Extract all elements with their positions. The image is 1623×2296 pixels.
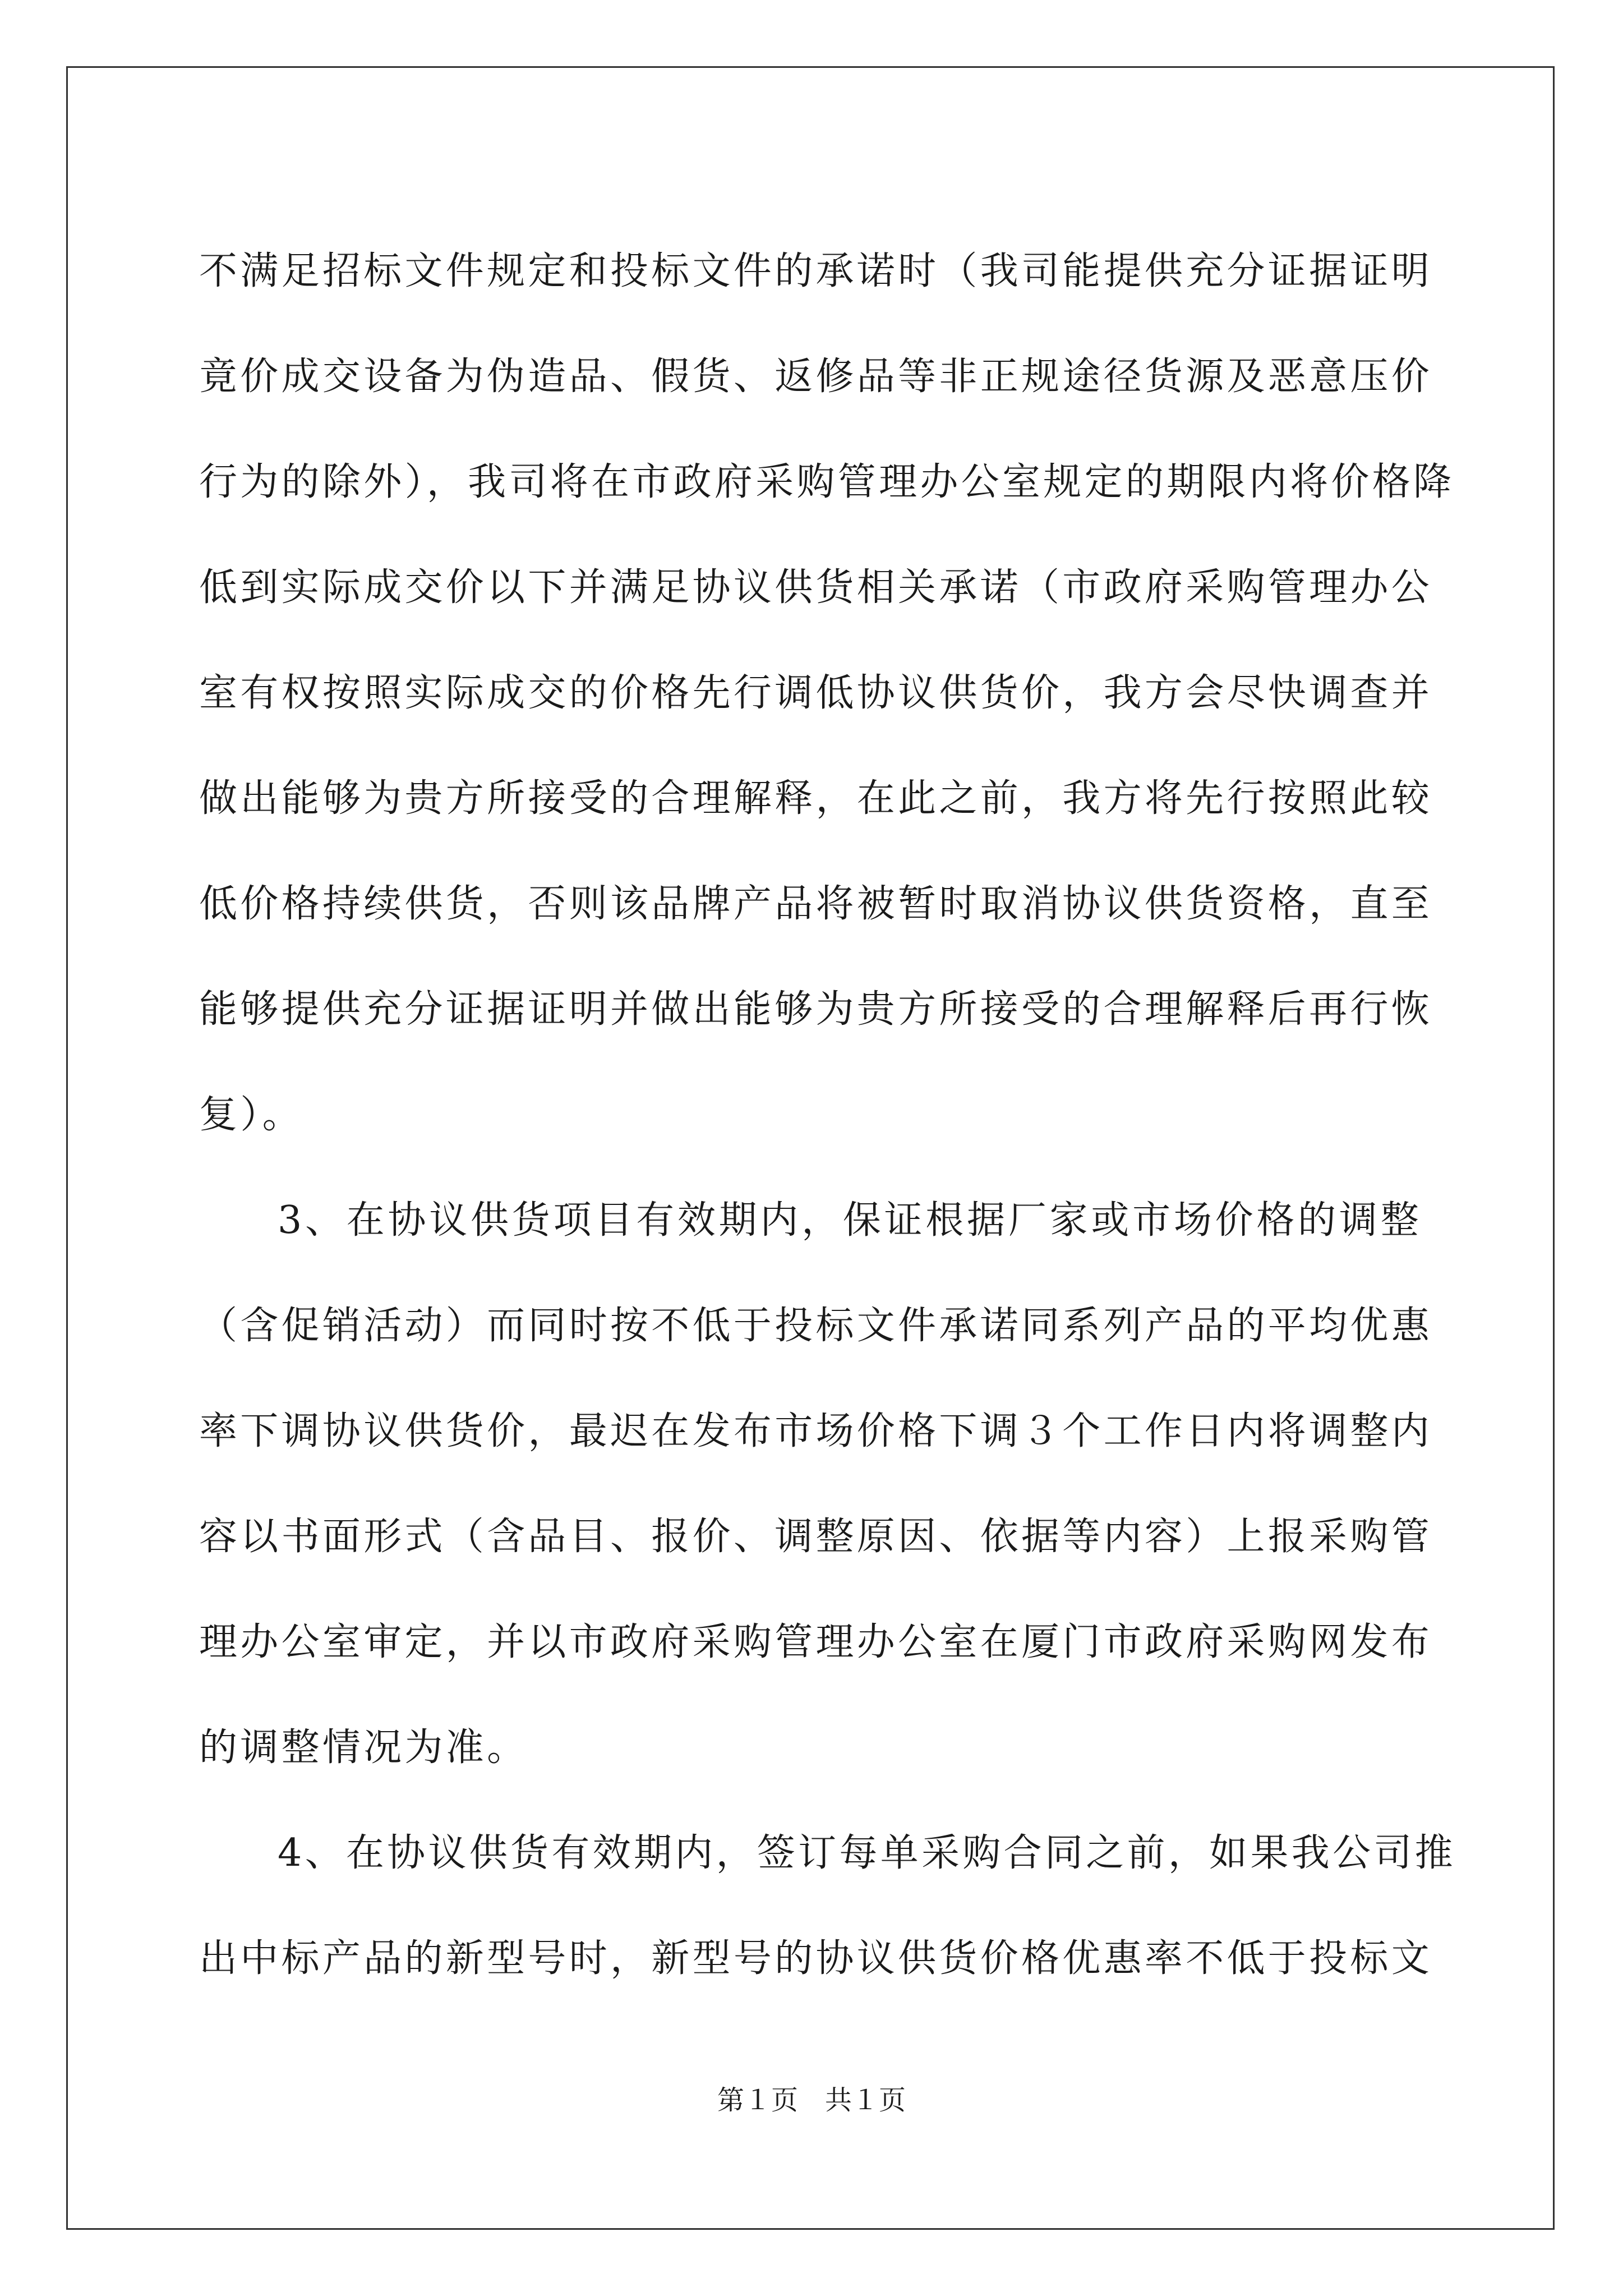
page-total: 共１页 — [825, 2086, 906, 2115]
text-line: 4、在协议供货有效期内，签订每单采购合同之前，如果我公司推 — [278, 1831, 1456, 1875]
text-line: 出中标产品的新型号时，新型号的协议供货价格优惠率不低于投标文 — [199, 1936, 1433, 1981]
text-line: 率下调协议供货价，最迟在发布市场价格下调３个工作日内将调整内 — [199, 1409, 1433, 1453]
text-line: 容以书面形式（含品目、报价、调整原因、依据等内容）上报采购管 — [199, 1515, 1433, 1559]
text-line: 室有权按照实际成交的价格先行调低协议供货价，我方会尽快调查并 — [199, 671, 1433, 715]
text-line: 3、在协议供货项目有效期内，保证根据厂家或市场价格的调整 — [278, 1198, 1422, 1243]
text-line: 竟价成交设备为伪造品、假货、返修品等非正规途径货源及恶意压价 — [199, 355, 1433, 399]
text-line: （含促销活动）而同时按不低于投标文件承诺同系列产品的平均优惠 — [199, 1304, 1433, 1348]
text-line: 能够提供充分证据证明并做出能够为贵方所接受的合理解释后再行恢 — [199, 987, 1433, 1032]
page-footer — [0, 2084, 1623, 2118]
text-line: 低到实际成交价以下并满足协议供货相关承诺（市政府采购管理办公 — [199, 565, 1433, 610]
text-line: 不满足招标文件规定和投标文件的承诺时（我司能提供充分证据证明 — [199, 249, 1433, 293]
document-body — [199, 219, 1456, 2012]
text-line: 复）。 — [199, 1093, 303, 1137]
page-number: 第１页 — [717, 2086, 798, 2115]
text-line: 低价格持续供货，否则该品牌产品将被暂时取消协议供货资格，直至 — [199, 882, 1433, 926]
text-line: 的调整情况为准。 — [199, 1726, 528, 1770]
text-line: 做出能够为贵方所接受的合理解释，在此之前，我方将先行按照此较 — [199, 776, 1433, 821]
text-line: 理办公室审定，并以市政府采购管理办公室在厦门市政府采购网发布 — [199, 1620, 1433, 1664]
text-line: 行为的除外），我司将在市政府采购管理办公室规定的期限内将价格降 — [199, 460, 1455, 504]
